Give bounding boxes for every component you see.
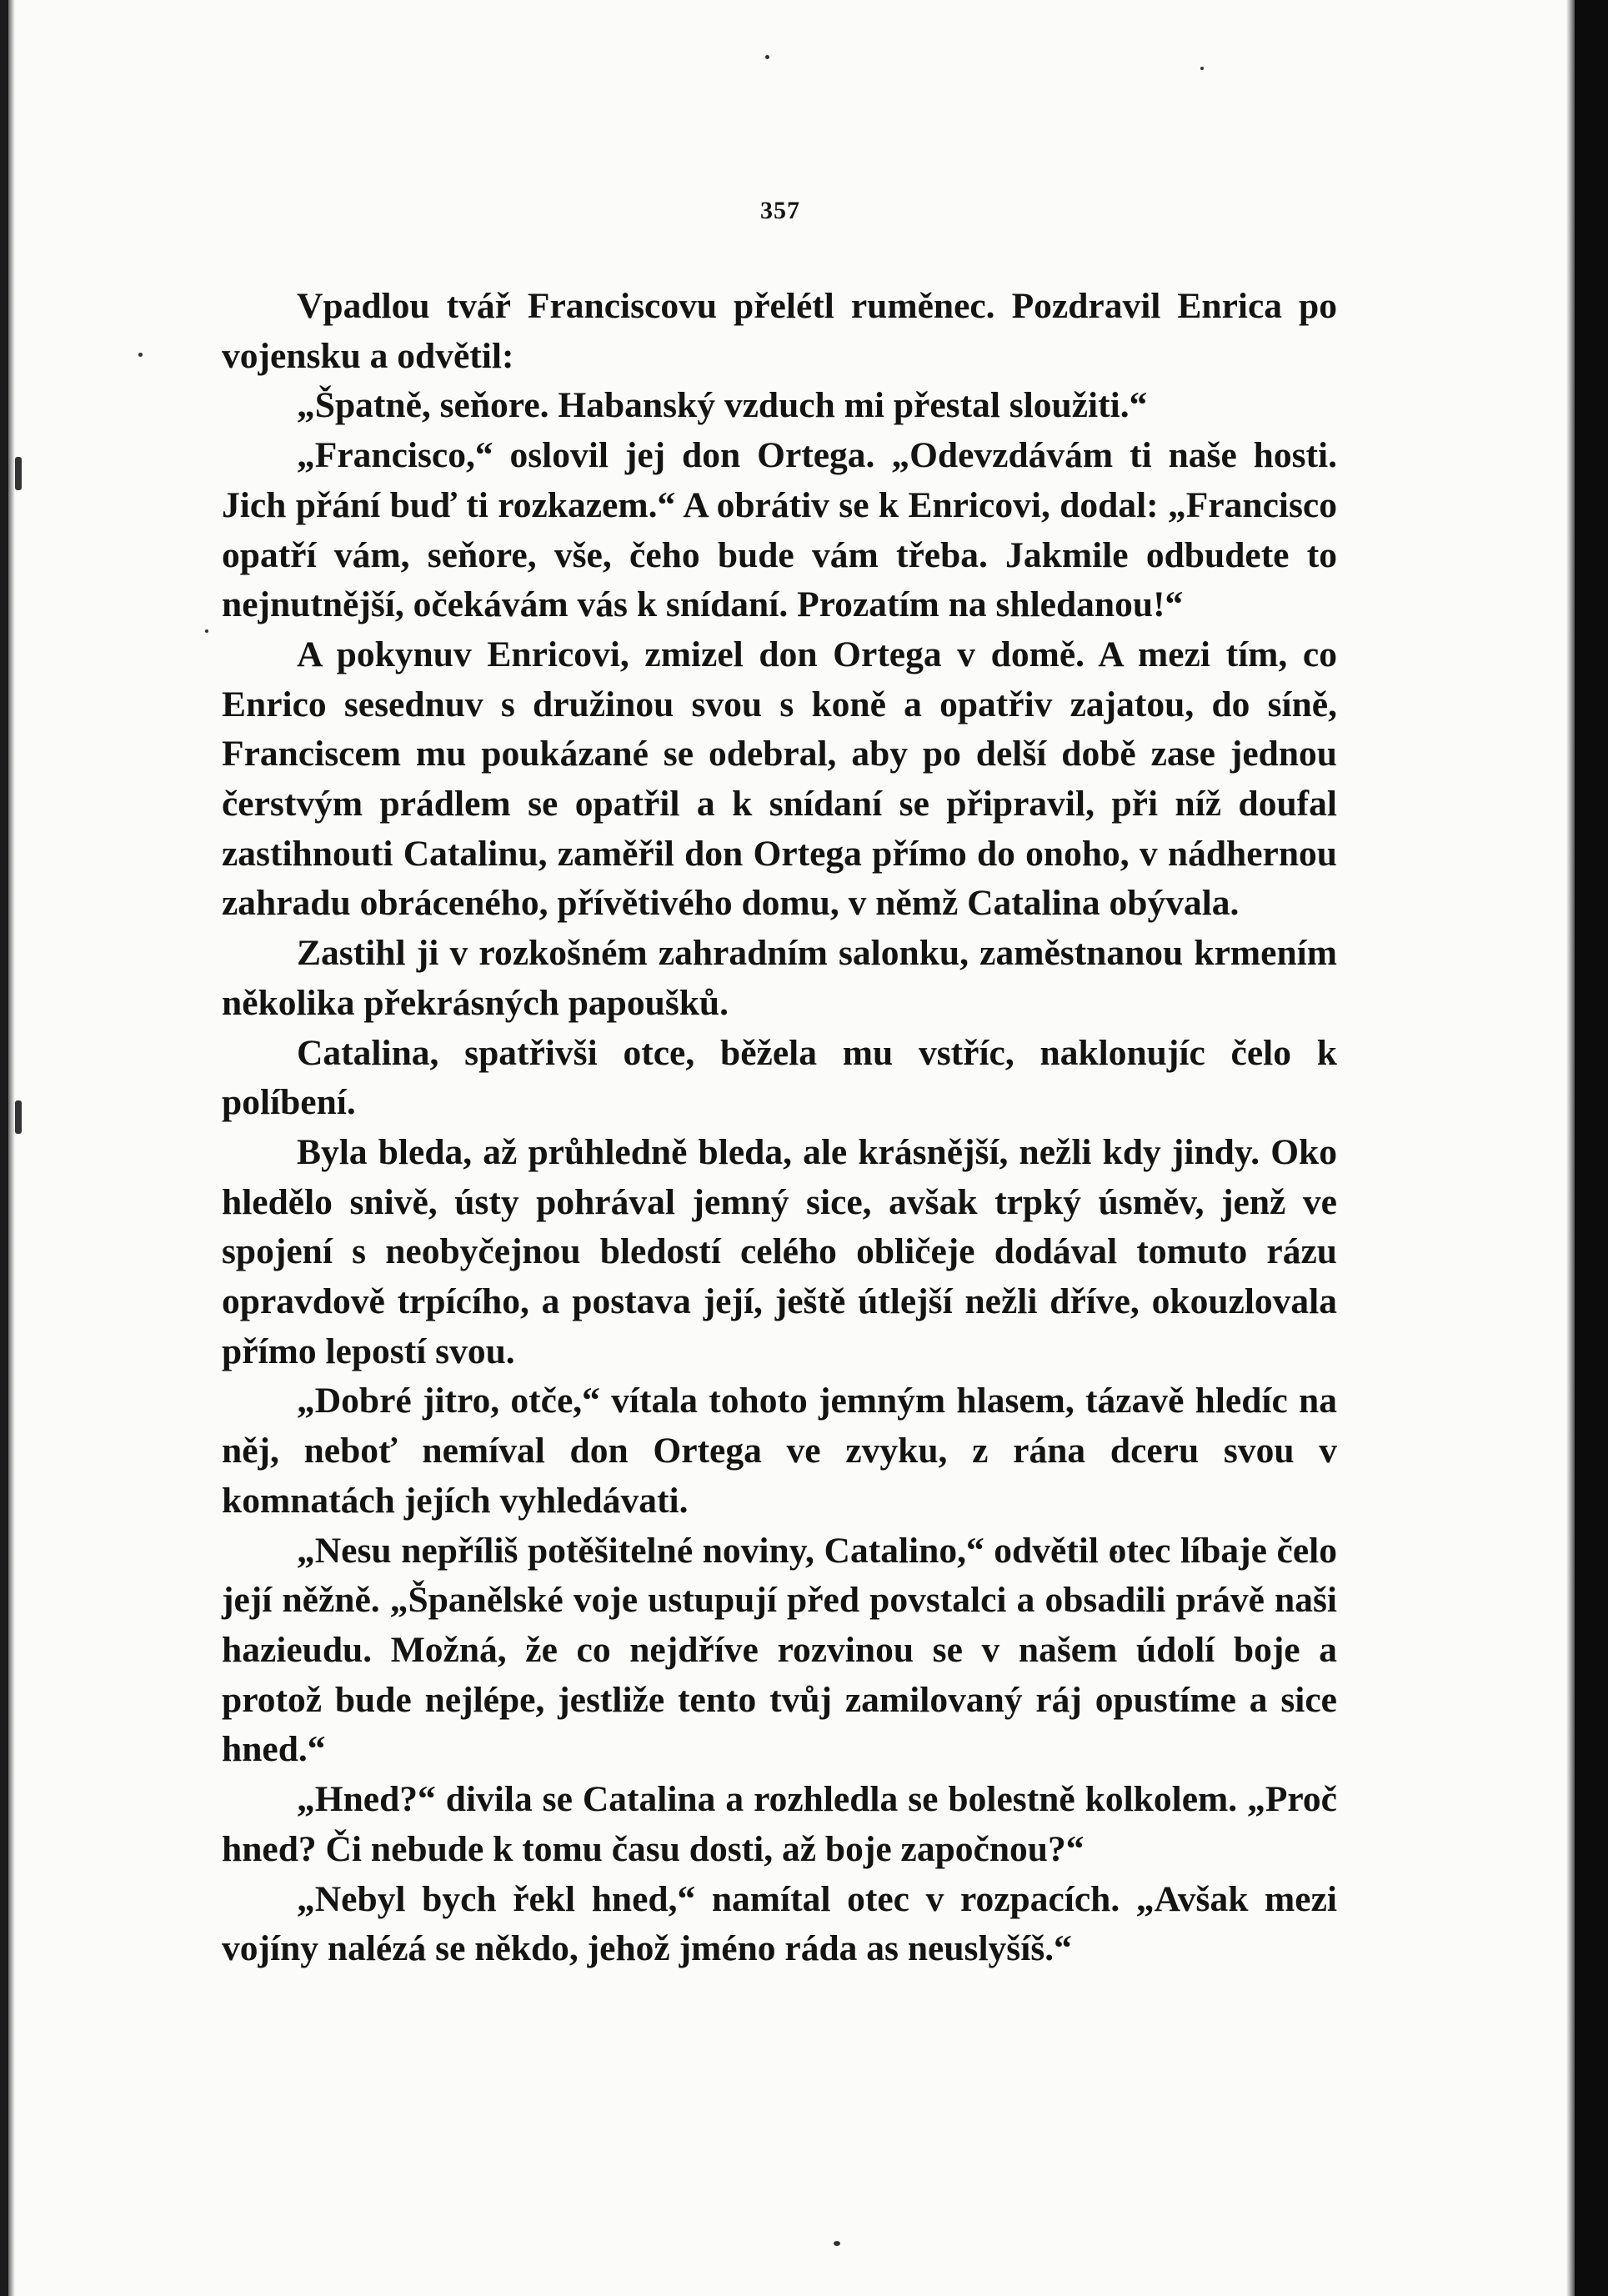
scan-speck: [205, 629, 208, 633]
scan-speck: [138, 353, 143, 357]
scan-left-edge: [0, 0, 8, 2296]
scan-speck: [15, 1100, 22, 1134]
paragraph: Catalina, spatřivši otce, běžela mu vstříc, naklonujíc čelo k políbení.: [222, 1032, 1337, 1123]
scan-speck: [765, 55, 769, 59]
paragraph: Byla bleda, až průhledně bleda, ale krásnější, nežli kdy jindy. Oko hledělo snivě, ústy pohrával jemný sice, avšak trpký úsměv, jenž ve spojení s neobyčejnou bledostí celého obličeje dodával tomuto rázu opravdově trpícího, a postava její, ještě útlejší nežli dříve, okouzlovala přímo lepostí svou.: [222, 1131, 1337, 1371]
scan-right-shadow: [1566, 0, 1575, 2296]
paragraph: Zastihl ji v rozkošném zahradním salonku, zaměstnanou krmením několika překrásných papoušků.: [222, 933, 1337, 1023]
paragraph: „Nebyl bych řekl hned,“ namítal otec v rozpacích. „Avšak mezi vojíny nalézá se někdo, jehož jméno ráda as neuslyšíš.“: [222, 1878, 1337, 1969]
body-text: [222, 282, 1337, 1974]
paragraph: „Francisco,“ oslovil jej don Ortega. „Odevzdávám ti naše hosti. Jich přání buď ti rozkazem.“ A obrátiv se k Enricovi, dodal: „Francisco opatří vám, seňore, vše, čeho bude vám třeba. Jakmile odbudete to nejnutnější, očekávám vás k snídaní. Prozatím na shledanou!“: [222, 435, 1337, 625]
paragraph: „Dobré jitro, otče,“ vítala tohoto jemným hlasem, tázavě hledíc na něj, neboť nemíval don Ortega ve zvyku, z rána dceru svou v komnatách jejích vyhledávati.: [222, 1381, 1337, 1521]
paragraph: A pokynuv Enricovi, zmizel don Ortega v domě. A mezi tím, co Enrico sesednuv s družinou svou s koně a opatřiv zajatou, do síně, Franciscem mu poukázané se odebral, aby po delší době zase jednou čerstvým prádlem se opatřil a k snídaní se připravil, při níž doufal zastihnouti Catalinu, zaměřil don Ortega přímo do onoho, v nádhernou zahradu obráceného, přívětivého domu, v němž Catalina obývala.: [222, 634, 1337, 924]
scan-speck: [15, 457, 22, 490]
paragraph: Vpadlou tvář Franciscovu přelétl ruměnec. Pozdravil Enrica po vojensku a odvětil:: [222, 286, 1337, 376]
scan-speck: [1200, 67, 1204, 70]
paragraph: „Špatně, seňore. Habanský vzduch mi přestal sloužiti.“: [297, 385, 1148, 426]
paragraph: „Hned?“ divila se Catalina a rozhledla se bolestně kolkolem. „Proč hned? Či nebude k tomu času dosti, až boje započnou?“: [222, 1779, 1337, 1869]
scan-speck: [834, 2241, 840, 2246]
paragraph: „Nesu nepříliš potěšitelné noviny, Catalino,“ odvětil otec líbaje čelo její něžně. „Španělské voje ustupují před povstalci a obsadili právě naši hazieudu. Možná, že co nejdříve rozvinou se v našem údolí boje a protož bude nejlépe, jestliže tento tvůj zamilovaný ráj opustíme a sice hned.“: [222, 1530, 1337, 1770]
page-number: 357: [760, 197, 800, 224]
scan-right-edge: [1575, 0, 1608, 2296]
scan-left-shadow: [8, 0, 15, 2296]
